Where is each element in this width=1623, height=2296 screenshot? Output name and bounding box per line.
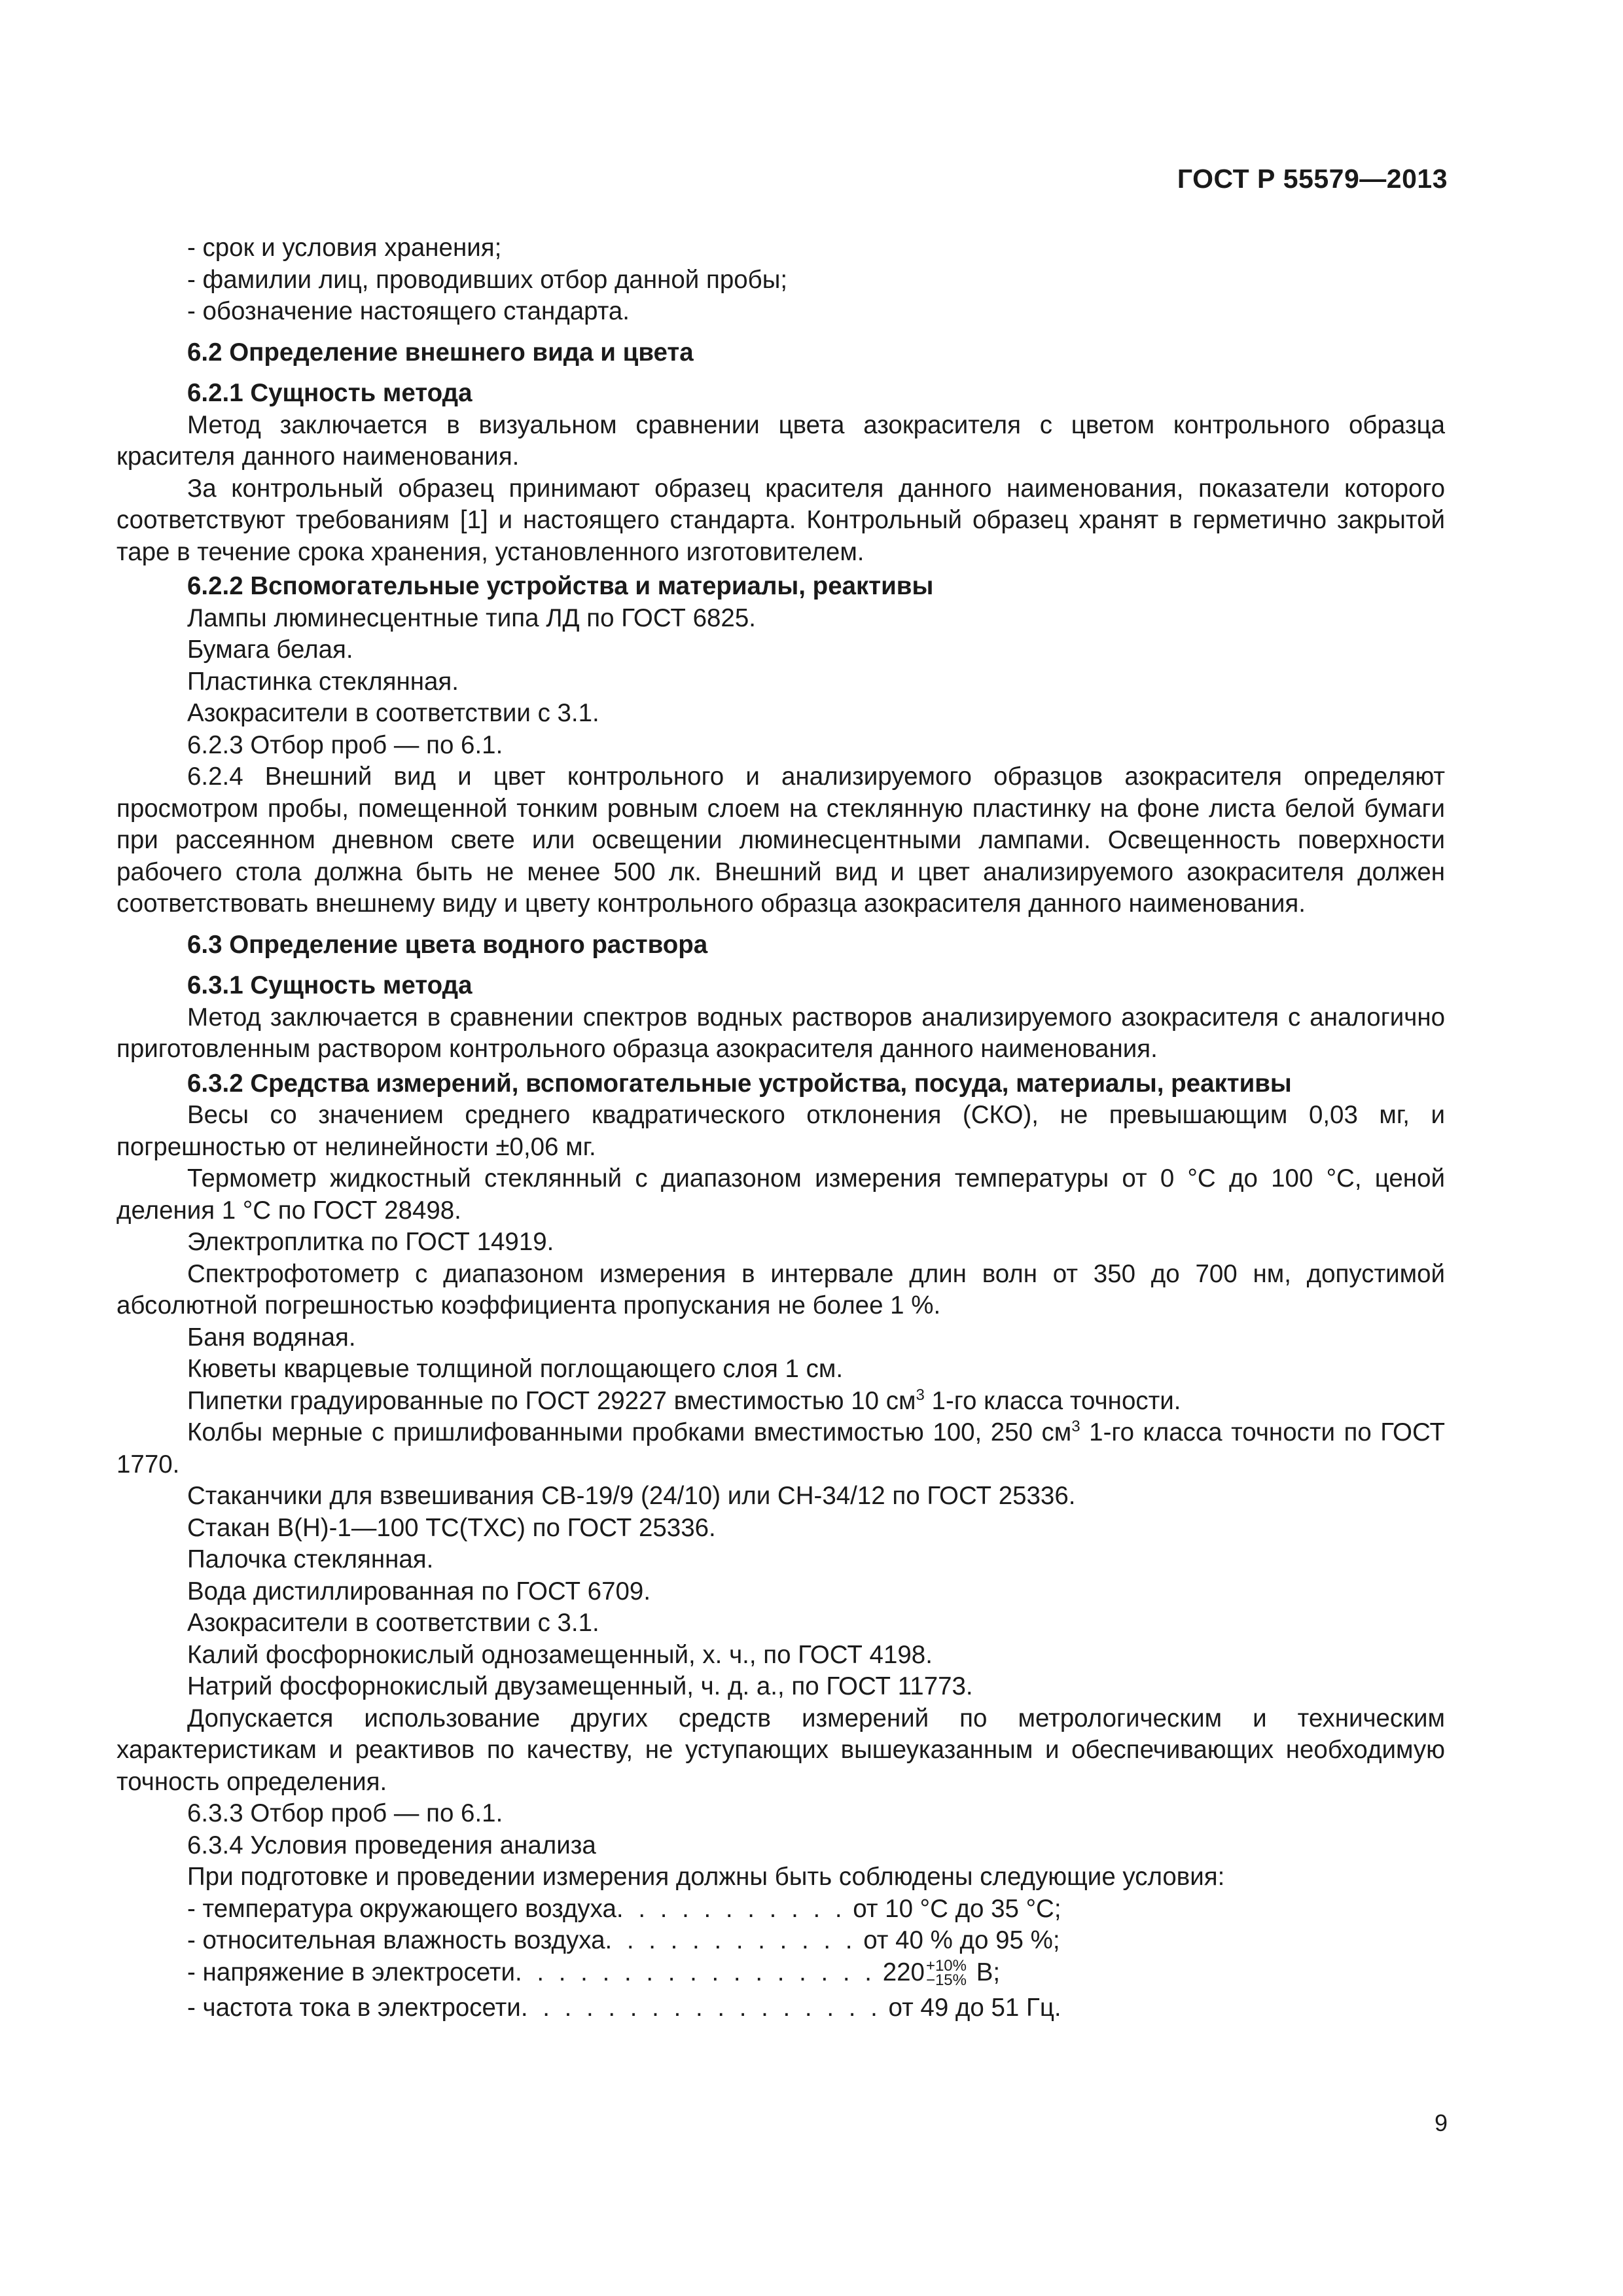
section-heading: 6.2.1 Сущность метода [187,379,473,407]
paragraph: Пластинка стеклянная. [187,667,459,696]
condition-value: 220 [876,1958,925,1986]
superscript: 3 [1071,1418,1080,1436]
condition-label: - частота тока в электросети [187,1994,521,2022]
paragraph: Спектрофотометр с диапазоном измерения в интервале длин волн от 350 до 700 нм, допустимой абсолютной погрешностью коэффициента пропускания не более 1 %. [116,1259,1445,1319]
paragraph: Метод заключается в сравнении спектров водных растворов анализируемого азокрасителя с аналогично приготовленным раствором контрольного образца азокрасителя данного наименования. [116,1003,1445,1063]
condition-value: от 10 °С до 35 °С; [846,1894,1061,1923]
leader-dots: . . . . . . . . . . . . . . . . . [520,1994,882,2022]
paragraph: Стаканчики для взвешивания СВ-19/9 (24/10) или СН-34/12 по ГОСТ 25336. [187,1482,1076,1510]
paragraph: Палочка стеклянная. [187,1545,434,1573]
section-heading: 6.2 Определение внешнего вида и цвета [187,338,694,367]
paragraph: Вода дистиллированная по ГОСТ 6709. [187,1577,651,1605]
paragraph: Бумага белая. [187,636,353,664]
tolerance-upper: +10% [925,1957,967,1975]
condition-item [116,1992,1445,2024]
list-item: - срок и условия хранения; [187,234,502,262]
condition-label: - температура окружающего воздуха [187,1894,616,1923]
paragraph: Кюветы кварцевые толщиной поглощающего слоя 1 см. [187,1355,844,1383]
paragraph: Весы со значением среднего квадратического отклонения (СКО), не превышающим 0,03 мг, и погрешностью от нелинейности ±0,06 мг. [116,1101,1445,1161]
condition-label: - напряжение в электросети [187,1958,515,1986]
paragraph: 6.2.4 Внешний вид и цвет контрольного и анализируемого образцов азокрасителя определяют просмотром пробы, помещенной тонким ровным слоем на стеклянную пластинку на фоне листа белой бумаги при рассеянном дневном свете или освещении люминесцентными лампами. Освещенность поверхности рабочего стола должна быть не менее 500 лк. Внешний вид и цвет анализируемого азокрасителя должен соответствовать внешнему виду и цвету контрольного образца азокрасителя данного наименования. [116,762,1445,918]
paragraph: Электроплитка по ГОСТ 14919. [187,1228,554,1256]
condition-unit: В; [969,1958,1001,1986]
superscript: 3 [916,1386,925,1404]
paragraph: Метод заключается в визуальном сравнении цвета азокрасителя с цветом контрольного образца красителя данного наименования. [116,410,1445,471]
condition-label: - относительная влажность воздуха [187,1926,605,1954]
paragraph [116,1417,1445,1480]
paragraph-text: Пипетки градуированные по ГОСТ 29227 вместимостью 10 см [187,1386,916,1415]
paragraph: Азокрасители в соответствии с 3.1. [187,1609,599,1637]
leader-dots: . . . . . . . . . . . . [605,1926,857,1954]
page-number: 9 [1434,2109,1448,2136]
paragraph: 6.3.3 Отбор проб — по 6.1. [187,1799,503,1827]
tolerance-lower: −15% [925,1971,967,1990]
paragraph: При подготовке и проведении измерения должны быть соблюдены следующие условия: [187,1863,1225,1891]
section-heading: 6.2.2 Вспомогательные устройства и материалы, реактивы [187,572,934,600]
paragraph: Допускается использование других средств измерений по метрологическим и техническим характеристикам и реактивов по качеству, не уступающих вышеуказанным и обеспечивающих необходимую точность определения. [116,1704,1445,1796]
section-heading: 6.3.2 Средства измерений, вспомогательные устройства, посуда, материалы, реактивы [187,1069,1292,1098]
tolerance [926,1959,967,1988]
condition-item [116,1893,1445,1926]
section-heading: 6.3 Определение цвета водного раствора [187,930,708,959]
list-item: - фамилии лиц, проводивших отбор данной пробы; [187,265,788,294]
paragraph: 6.2.3 Отбор проб — по 6.1. [187,730,503,759]
leader-dots: . . . . . . . . . . . [616,1894,846,1923]
paragraph: Термометр жидкостный стеклянный с диапазоном измерения температуры от 0 °С до 100 °С, ценой деления 1 °С по ГОСТ 28498. [116,1164,1445,1225]
condition-item [116,1957,1445,1989]
paragraph: 6.3.4 Условия проведения анализа [187,1831,596,1859]
section-heading: 6.3.1 Сущность метода [187,971,473,999]
paragraph-text: 1-го класса точности. [924,1386,1181,1415]
paragraph: Лампы люминесцентные типа ЛД по ГОСТ 6825. [187,603,756,632]
paragraph [116,1386,1445,1418]
document-body [116,232,1445,2024]
paragraph: Стакан В(Н)-1—100 ТС(ТХС) по ГОСТ 25336. [187,1513,716,1542]
paragraph: Азокрасители в соответствии с 3.1. [187,699,599,727]
paragraph: За контрольный образец принимают образец красителя данного наименования, показатели которого соответствуют требованиям [1] и настоящего стандарта. Контрольный образец хранят в герметично закрытой таре в течение срока хранения, установленного изготовителем. [116,474,1445,566]
leader-dots: . . . . . . . . . . . . . . . . . [515,1958,876,1986]
condition-value: от 49 до 51 Гц. [881,1994,1061,2022]
list-item: - обозначение настоящего стандарта. [187,297,630,325]
condition-value: от 40 % до 95 %; [856,1926,1060,1954]
paragraph: Баня водяная. [187,1323,356,1352]
paragraph-text: Колбы мерные с пришлифованными пробками вместимостью 100, 250 см [187,1418,1072,1446]
document-header: ГОСТ Р 55579—2013 [1177,164,1448,194]
paragraph: Калий фосфорнокислый однозамещенный, х. ч., по ГОСТ 4198. [187,1640,933,1669]
paragraph-text: 1-го класса точности по ГОСТ 1770. [116,1418,1445,1479]
paragraph: Натрий фосфорнокислый двузамещенный, ч. д. а., по ГОСТ 11773. [187,1672,973,1700]
condition-item [116,1925,1445,1957]
